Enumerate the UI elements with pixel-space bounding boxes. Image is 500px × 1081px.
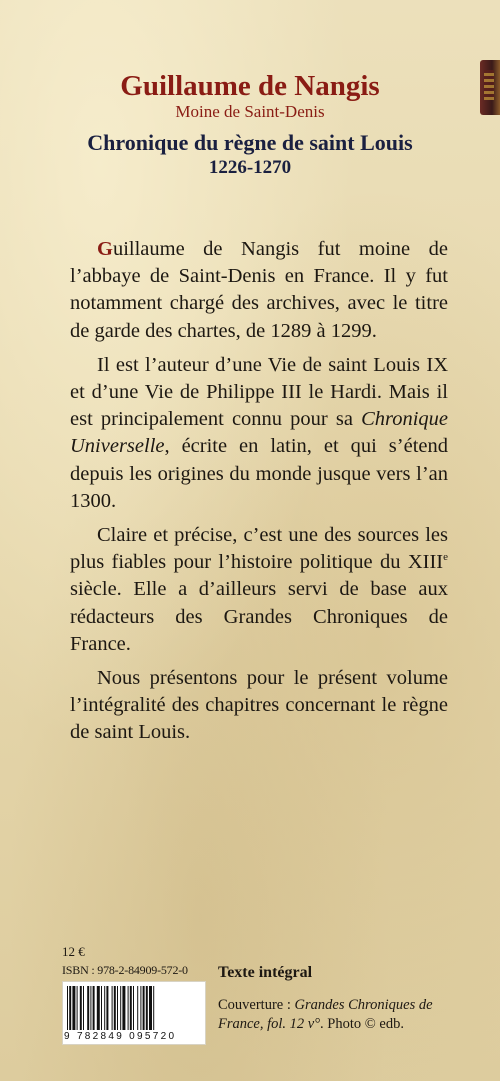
isbn: ISBN : 978-2-84909-572-0	[62, 963, 188, 977]
paragraph-3-text-a: Claire et précise, c’est une des sources les plus fiables pour l’histoire politique du XIII	[70, 524, 448, 574]
paragraph-2-text-b: , écrite en latin, et qui s’étend depuis les origines du monde jusque vers l’an 1300.	[70, 435, 448, 512]
header	[0, 70, 500, 180]
paragraph-1	[70, 236, 448, 345]
drop-cap: G	[97, 238, 113, 260]
paragraph-4: Nous présentons pour le présent volume l’intégralité des chapitres concernant le règne de saint Louis.	[70, 667, 448, 744]
blurb	[70, 236, 448, 754]
paragraph-1-text: uillaume de Nangis fut moine de l’abbaye de Saint-Denis en France. Il y fut notamment chargé des archives, avec le titre de garde des chartes, de 1289 à 1299.	[70, 238, 448, 342]
cover-label: Couverture :	[218, 997, 295, 1013]
author-subtitle: Moine de Saint-Denis	[175, 102, 325, 121]
cover-photo-credit: . Photo © edb.	[320, 1016, 404, 1032]
barcode-bars	[65, 986, 203, 1030]
paragraph-3-text-b: siècle. Elle a d’ailleurs servi de base aux rédacteurs des Grandes Chroniques de France.	[70, 578, 448, 655]
cover-credit	[218, 996, 458, 1034]
price: 12 €	[62, 944, 85, 959]
book-dates: 1226-1270	[208, 157, 292, 178]
century-superscript: e	[443, 551, 448, 564]
paragraph-2-text-a: Il est l’auteur d’une Vie de saint Louis IX et d’une Vie de Philippe III le Hardi. Mais il est principalement connu pour sa	[70, 353, 448, 431]
cover-source: Grandes Chroniques de France, fol. 12 v°	[218, 997, 433, 1032]
integral-text-label: Texte intégral	[218, 964, 313, 981]
barcode	[62, 981, 206, 1045]
paragraph-2	[70, 352, 448, 515]
paragraph-2-italic: Chronique Universelle	[70, 408, 448, 458]
barcode-digits: 9 782849 095720	[63, 1031, 205, 1043]
paragraph-3	[70, 522, 448, 658]
book-title: Chronique du règne de saint Louis	[87, 130, 413, 155]
author-name: Guillaume de Nangis	[120, 70, 380, 102]
